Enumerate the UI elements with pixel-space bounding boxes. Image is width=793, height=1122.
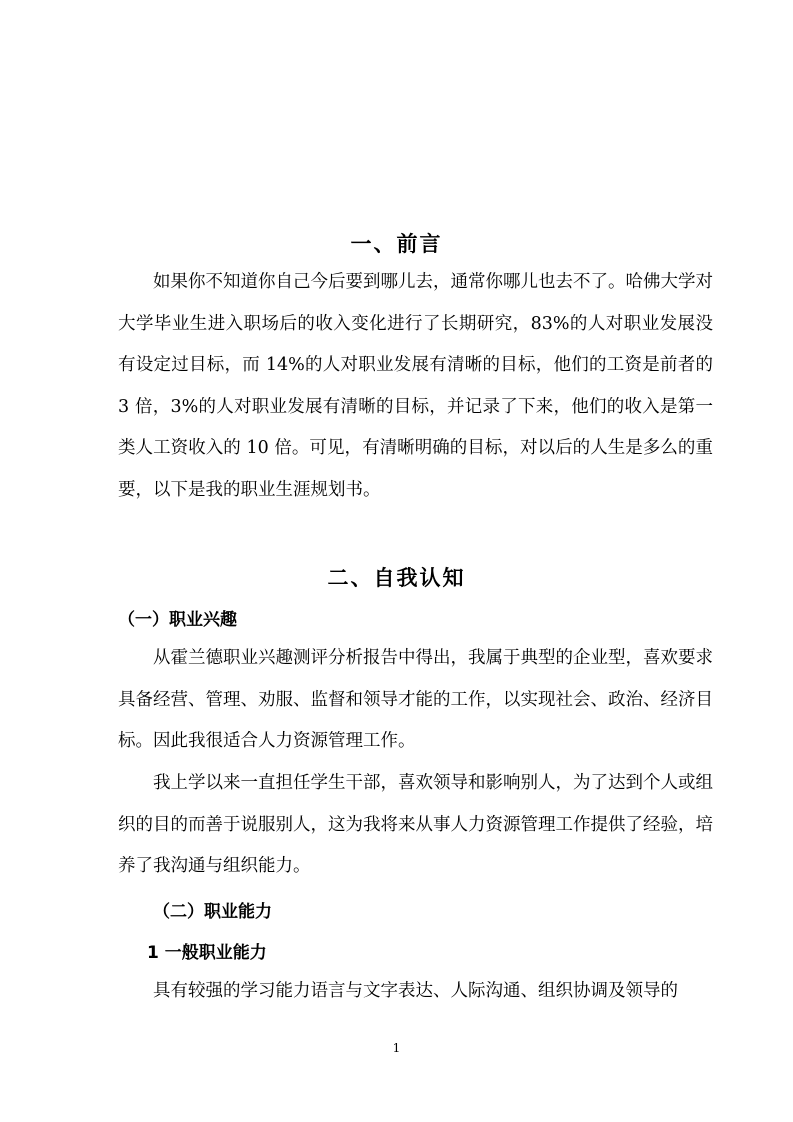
page-number: 1 bbox=[392, 1041, 401, 1055]
subheading-career-ability: （二）职业能力 bbox=[153, 902, 272, 922]
career-interest-paragraph-2: 我上学以来一直担任学生干部，喜欢领导和影响别人，为了达到个人或组织的目的而善于说服别人，这为我将来从事人力资源管理工作提供了经验，培养了我沟通与组织能力。 bbox=[118, 773, 713, 876]
subheading-career-interest: （一）职业兴趣 bbox=[118, 610, 237, 630]
preface-paragraph: 如果你不知道你自己今后要到哪儿去，通常你哪儿也去不了。哈佛大学对大学毕业生进入职场后的收入变化进行了长期研究，83%的人对职业发展没有设定过目标，而 14%的人对职业发展有清晰的目标，他们的工资是前者的 3 倍，3%的人对职业发展有清晰的目标，并记录了下来，他们的收入是第一类人工资收入的 10 倍。可见，有清晰明确的目标，对以后的人生是多么的重要，以下是我的职业生涯规划书。 bbox=[118, 272, 713, 500]
section-heading-preface: 一、前言 bbox=[350, 232, 443, 256]
section-heading-self-awareness: 二、自我认知 bbox=[327, 566, 466, 590]
general-ability-paragraph: 具有较强的学习能力语言与文字表达、人际沟通、组织协调及领导的 bbox=[153, 981, 678, 1001]
career-interest-paragraph-1: 从霍兰德职业兴趣测评分析报告中得出，我属于典型的企业型，喜欢要求具备经营、管理、劝服、监督和领导才能的工作，以实现社会、政治、经济目标。因此我很适合人力资源管理工作。 bbox=[118, 648, 713, 751]
subheading-general-ability: 1 一般职业能力 bbox=[147, 943, 267, 963]
